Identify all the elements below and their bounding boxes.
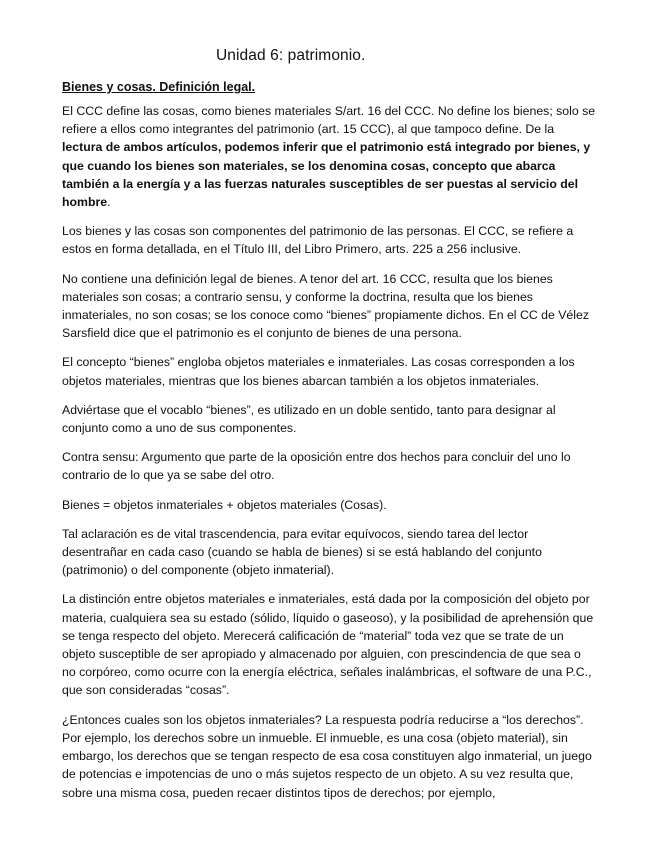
document-body [62,102,596,813]
paragraph-10: ¿Entonces cuales son los objetos inmateriales? La respuesta podría reducirse a “los derechos”. Por ejemplo, los derechos sobre un inmueble. El inmueble, es una cosa (objeto material), sin embargo, los derechos que se tengan respecto de esa cosa constituyen algo inmaterial, un juego de potencias e impotencias de uno o más sujetos respecto de un objeto. A su vez resulta que, sobre una misma cosa, pueden recaer distintos tipos de derechos; por ejemplo, [62,712,592,800]
paragraph-4: El concepto “bienes” engloba objetos materiales e inmateriales. Las cosas corresponden a los objetos materiales, mientras que los bienes abarcan también a los objetos inmateriales. [62,355,575,388]
paragraph-7: Bienes = objetos inmateriales + objetos materiales (Cosas). [62,497,387,512]
paragraph-6: Contra sensu: Argumento que parte de la oposición entre dos hechos para concluir del uno lo contrario de lo que ya se sabe del otro. [62,450,571,483]
paragraph-5: Adviértase que el vocablo “bienes”, es utilizado en un doble sentido, tanto para designar al conjunto como a uno de sus componentes. [62,402,556,436]
paragraph-2: Los bienes y las cosas son componentes del patrimonio de las personas. El CCC, se refiere a estos en forma detallada, en el Título III, del Libro Primero, arts. 225 a 256 inclusive. [62,224,574,257]
paragraph-1 [62,102,596,211]
paragraph-3: No contiene una definición legal de bienes. A tenor del art. 16 CCC, resulta que los bienes materiales son cosas; a contrario sensu, y conforme la doctrina, resulta que los bienes inmateriales, no son cosas; se los conoce como “bienes” propiamente dichos. En el CC de Vélez Sarsfield dice que el patrimonio es el conjunto de bienes de una persona. [62,271,589,341]
paragraph-1-tail: . [107,195,111,210]
paragraph-1-lead: El CCC define las cosas, como bienes materiales S/art. 16 del CCC. No define los bienes; solo se refiere a ellos como integrantes del patrimonio (art. 15 CCC), al que tampoco define. De la [62,104,596,137]
paragraph-8: Tal aclaración es de vital trascendencia, para evitar equívocos, siendo tarea del lector desentrañar en cada caso (cuando se habla de bienes) si se está hablando del conjunto (patrimonio) o del componente (objeto inmaterial). [62,526,542,578]
paragraph-1-bold: lectura de ambos artículos, podemos inferir que el patrimonio está integrado por bienes, y que cuando los bienes son materiales, se los denomina cosas, concepto que abarca también a la energía y a las fuerzas naturales susceptibles de ser puestas al servicio del hombre [62,140,591,210]
page-title: Unidad 6: patrimonio. [216,47,366,64]
section-heading: Bienes y cosas. Definición legal. [62,80,256,94]
paragraph-9: La distinción entre objetos materiales e inmateriales, está dada por la composición del objeto por materia, cualquiera sea su estado (sólido, líquido o gaseoso), y la posibilidad de aprehensión que se tenga respecto del objeto. Merecerá calificación de “material” toda vez que se trate de un objeto susceptible de ser apropiado y almacenado por alguien, con prescindencia de que sea o no corpóreo, como ocurre con la energía eléctrica, señales inalámbricas, el software de una P.C., que son consideradas “cosas”. [62,592,594,698]
